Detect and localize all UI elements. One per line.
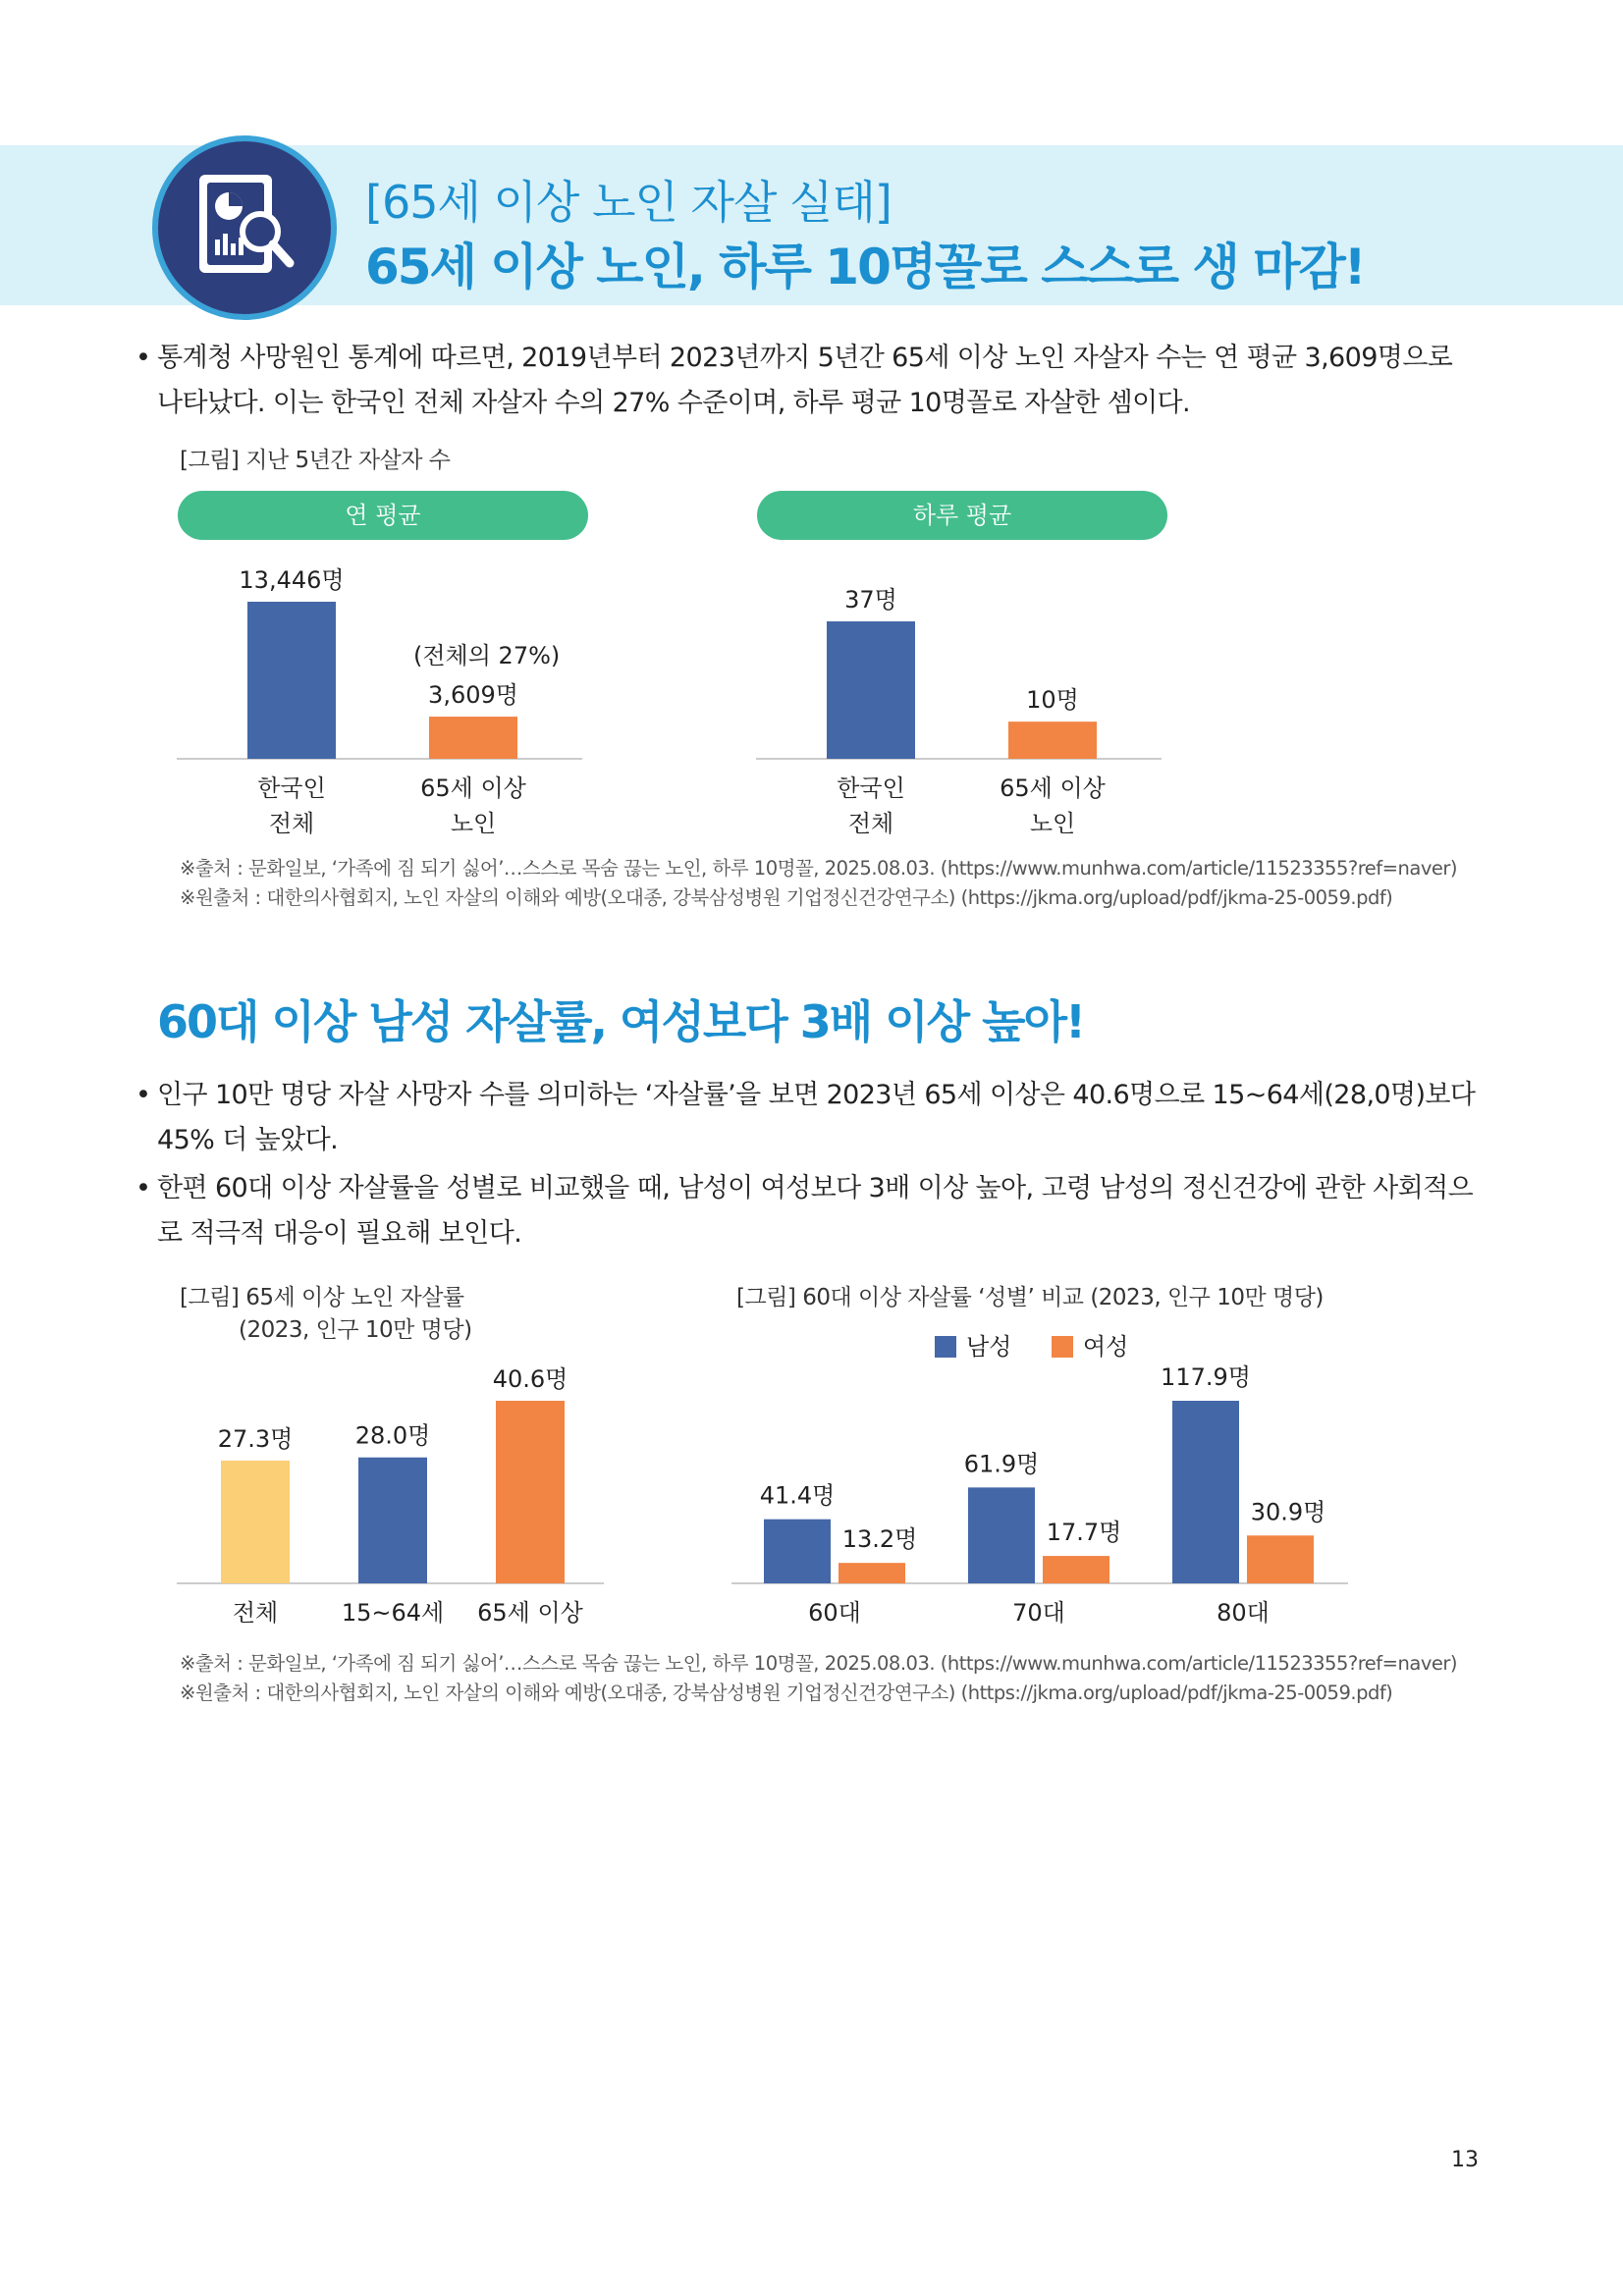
data-label: 41.4명 — [759, 1481, 836, 1510]
category-label: 노인 — [1029, 810, 1076, 837]
legend-label-male: 남성 — [966, 1333, 1012, 1361]
bullet-text: 통계청 사망원인 통계에 따르면, 2019년부터 2023년까지 5년간 65세 이상 노인 자살자 수는 연 평균 3,609명으로 나타났다. 이는 한국인 전체 자살자 수의 27% 수준이며, 하루 평균 10명꼴로 자살한 셈이다. — [157, 343, 1453, 418]
header-title: 65세 이상 노인, 하루 10명꼴로 스스로 생 마감! — [365, 239, 1365, 295]
category-label: 80대 — [1217, 1599, 1270, 1627]
chart-bar — [1247, 1535, 1314, 1583]
category-label: 한국인 — [837, 774, 905, 802]
category-label: 노인 — [450, 810, 497, 837]
chart-bar — [764, 1520, 831, 1583]
chart-bar — [247, 602, 336, 759]
data-label: 10명 — [1026, 686, 1079, 715]
source-line-1: ※출처 : 문화일보, ‘가족에 짐 되기 싫어’…스스로 목숨 끊는 노인, 하루 10명꼴, 2025.08.03. (https://www.munhwa.com/article/11523355?ref=naver) — [180, 857, 1457, 880]
bullet-paragraph: • 통계청 사망원인 통계에 따르면, 2019년부터 2023년까지 5년간 65세 이상 노인 자살자 수는 연 평균 3,609명으로 나타났다. 이는 한국인 전체 자살자 수의 27% 수준이며, 하루 평균 10명꼴로 자살한 셈이다. — [135, 343, 1453, 418]
chart-bar — [968, 1487, 1035, 1583]
chart-bar — [221, 1461, 290, 1583]
category-label: 65세 이상 — [1000, 774, 1106, 802]
data-label: 17.7명 — [1046, 1519, 1122, 1547]
category-label: 65세 이상 — [477, 1599, 583, 1627]
category-label: 65세 이상 — [420, 774, 526, 802]
category-label: 전체 — [232, 1599, 279, 1627]
category-label: 60대 — [808, 1599, 861, 1627]
data-label: 27.3명 — [217, 1424, 294, 1453]
category-label: 전체 — [268, 810, 315, 837]
gender-suicide-rate-chart — [731, 1355, 1350, 1639]
annual-note: (전체의 27%) — [413, 642, 561, 669]
category-label: 70대 — [1012, 1599, 1065, 1627]
chart-bar — [429, 717, 517, 759]
chart-bar — [496, 1401, 565, 1583]
data-label: 3,609명 — [428, 681, 518, 710]
figure-caption-left: [그림] 65세 이상 노인 자살률 — [180, 1285, 464, 1310]
category-label: 한국인 — [257, 774, 326, 802]
header-subtitle: [65세 이상 노인 자살 실태] — [365, 176, 892, 229]
category-label: 15~64세 — [341, 1599, 445, 1627]
bullet-text: 인구 10만 명당 자살 사망자 수를 의미하는 ‘자살률’을 보면 2023년 65세 이상은 40.6명으로 15~64세(28,0명)보다 45% 더 높았다. — [157, 1080, 1476, 1155]
data-label: 40.6명 — [492, 1365, 568, 1393]
source-line-2: ※원출처 : 대한의사협회지, 노인 자살의 이해와 예방(오대종, 강북삼성병원 기업정신건강연구소) (https://jkma.org/upload/pdf/jkma-25-0059.pdf) — [180, 1682, 1393, 1704]
data-label: 30.9명 — [1250, 1498, 1326, 1526]
source-line-1: ※출처 : 문화일보, ‘가족에 짐 되기 싫어’…스스로 목숨 끊는 노인, 하루 10명꼴, 2025.08.03. (https://www.munhwa.com/article/11523355?ref=naver) — [180, 1652, 1457, 1675]
chart-bar — [827, 621, 915, 759]
chart-bar — [358, 1458, 427, 1583]
daily-suicide-chart — [756, 550, 1168, 844]
elderly-suicide-rate-chart — [177, 1355, 609, 1639]
page-number: 13 — [1451, 2148, 1479, 2172]
category-label: 전체 — [847, 810, 894, 837]
annual-suicide-chart — [177, 550, 589, 844]
data-label: 37명 — [844, 586, 897, 614]
figure-caption: [그림] 지난 5년간 자살자 수 — [180, 448, 451, 473]
chart-bar — [1008, 721, 1097, 759]
chart-bar — [839, 1563, 905, 1583]
figure-caption-left-sub: (2023, 인구 10만 명당) — [239, 1317, 472, 1343]
source-line-2: ※원출처 : 대한의사협회지, 노인 자살의 이해와 예방(오대종, 강북삼성병원 기업정신건강연구소) (https://jkma.org/upload/pdf/jkma-25-0059.pdf) — [180, 886, 1393, 909]
chart-bar — [1172, 1401, 1239, 1583]
data-label: 13,446명 — [239, 566, 345, 594]
data-label: 61.9명 — [963, 1450, 1040, 1478]
report-icon — [152, 135, 337, 320]
data-label: 13.2명 — [841, 1525, 918, 1554]
chart-bar — [1043, 1556, 1109, 1583]
figure-caption-right: [그림] 60대 이상 자살률 ‘성별’ 비교 (2023, 인구 10만 명당) — [736, 1285, 1324, 1310]
bullet-text: 한편 60대 이상 자살률을 성별로 비교했을 때, 남성이 여성보다 3배 이상 높아, 고령 남성의 정신건강에 관한 사회적으로 적극적 대응이 필요해 보인다. — [157, 1173, 1474, 1249]
data-label: 117.9명 — [1161, 1363, 1251, 1391]
section-heading: 60대 이상 남성 자살률, 여성보다 3배 이상 높아! — [157, 995, 1084, 1048]
legend-label-female: 여성 — [1083, 1333, 1129, 1361]
annual-average-pill: 연 평균 — [178, 491, 588, 540]
data-label: 28.0명 — [354, 1421, 431, 1450]
bullet-paragraph: • 한편 60대 이상 자살률을 성별로 비교했을 때, 남성이 여성보다 3배 이상 높아, 고령 남성의 정신건강에 관한 사회적으로 적극적 대응이 필요해 보인다. — [135, 1173, 1474, 1249]
daily-average-pill: 하루 평균 — [757, 491, 1167, 540]
bullet-paragraph: • 인구 10만 명당 자살 사망자 수를 의미하는 ‘자살률’을 보면 2023년 65세 이상은 40.6명으로 15~64세(28,0명)보다 45% 더 높았다. — [135, 1080, 1476, 1155]
